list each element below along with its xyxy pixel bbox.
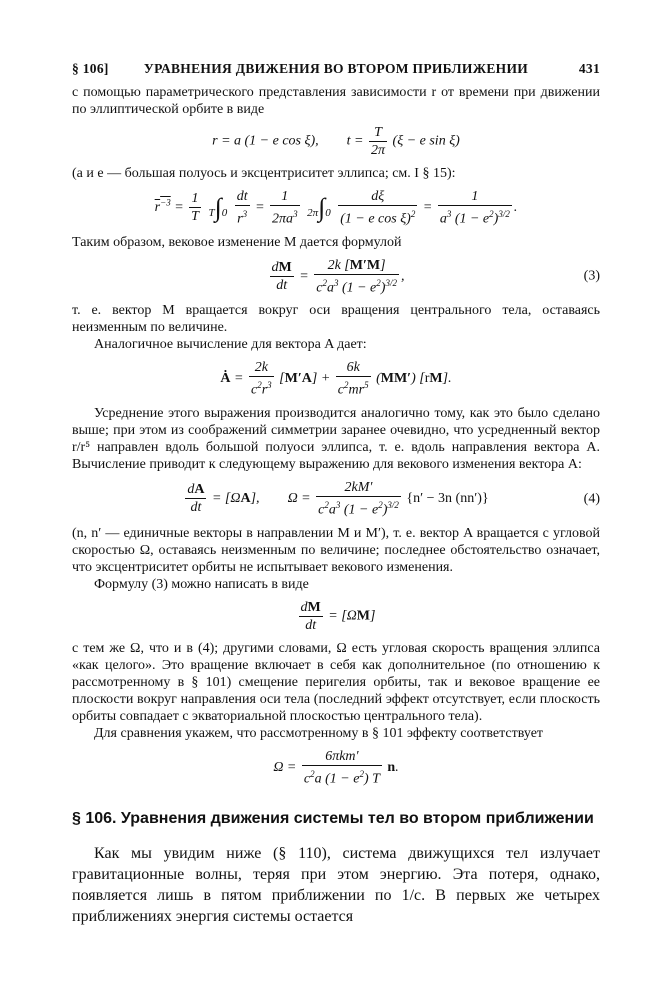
equation-A-dot: Ȧ = $\frac{2k}{c^2r^3}$ [M′A] + $\frac{6k}{c^2mr^5}$ (MM′) [rM].: [220, 360, 452, 398]
section-body: Как мы увидим ниже (§ 110), система движущихся тел излучает гравитационные волны, теряя при этом энергию. Эта потеря, однако, появляется лишь в пятом приближении по 1/c. В первых же четырех приближениях энергия системы остается: [72, 845, 600, 926]
equation-parametric: r = a (1 − e cos ξ), t = $\frac{T}{2\pi}$ (ξ − e sin ξ): [212, 125, 460, 158]
equation-3: $\frac{dM}{dt}$ = $\frac{2k [M'M]}{c^2a^3 (1 - e^2)^{3/2}}$ , (3): [271, 257, 600, 296]
paragraph-3: Таким образом, вековое изменение M дается формулой: [72, 234, 402, 250]
page-number: 431: [578, 61, 600, 76]
equation-4-number: (4): [583, 491, 600, 507]
paragraph-2: (a и e — большая полуось и эксцентриситет эллипса; см. I § 15):: [72, 166, 456, 181]
equation-omega-101: Ω = $\frac{\text{6πkm′}}{c^2a (1 - e^2) T}$ n.: [273, 748, 399, 787]
paragraph-8: Формулу (3) можно написать в виде: [94, 576, 309, 592]
equation-3-number: (3): [583, 268, 600, 284]
header-title: УРАВНЕНИЯ ДВИЖЕНИЯ ВО ВТОРОМ ПРИБЛИЖЕНИИ: [143, 61, 529, 76]
equation-mean-r-3: $r^{-3}$ = $\frac{1}{T}$ T∫0 $\frac{dt}{r^3}$ = $\frac{1}{2\pi a^3}$ 2π∫0 $\frac{d\xi}{(1 - e \cos \xi)^2}$ = $\frac{1}{a^3 (1 - e^2)^{3/2}}$ .: [154, 189, 518, 227]
equation-4: $\frac{dA}{dt}$ = [ΩA], Ω = $\frac{2kM'}{c^2a^3 (1 - e^2)^{3/2}}$ {n′ − 3n (nn′)} (4): [187, 479, 600, 518]
header-section-ref: § 106]: [72, 61, 109, 76]
paragraph-10: Для сравнения укажем, что рассмотренному в § 101 эффекту соответствует: [94, 725, 544, 741]
page: [72, 60, 600, 927]
running-header: [72, 60, 600, 84]
section-heading: § 106. Уравнения движения системы тел во втором приближении: [72, 810, 594, 828]
paragraph-1: с помощью параметрического представления зависимости r от времени при движении по эллиптической орбите в виде: [72, 85, 600, 117]
paragraph-5: Аналогичное вычисление для вектора A дает:: [94, 337, 367, 353]
paragraph-6: Усреднение этого выражения производится аналогично тому, как это было сделано выше; при этом из соображений симметрии заранее очевидно, что усредненный вектор r/r⁵ направлен вдоль большой полуоси эллипса, т. е. вдоль направления вектора A. Вычисление приводит к следующему выражению для векового изменения вектора A:: [72, 405, 600, 472]
equation-M-omega: $\frac{dM}{dt}$ = [ΩM]: [300, 599, 376, 633]
paragraph-9: с тем же Ω, что и в (4); другими словами, Ω есть угловая скорость вращения эллипса «как целого». Это вращение включает в себя как дополнительное (по отношению к рассмотренному в § 101) смещение перигелия орбиты, так и вековое вращение ее плоскости вокруг направления оси тела (последний эффект отсутствует, если плоскость орбиты совпадает с экваториальной плоскостью центрального тела).: [72, 640, 600, 724]
paragraph-4: т. е. вектор M вращается вокруг оси вращения центрального тела, оставаясь неизменным по величине.: [72, 303, 600, 336]
paragraph-7: (n, n′ — единичные векторы в направлении M и M′), т. е. вектор A вращается с угловой скоростью Ω, оставаясь неизменным по величине; последнее обстоятельство означает, что эксцентриситет орбиты не испытывает векового изменения.: [72, 525, 600, 575]
